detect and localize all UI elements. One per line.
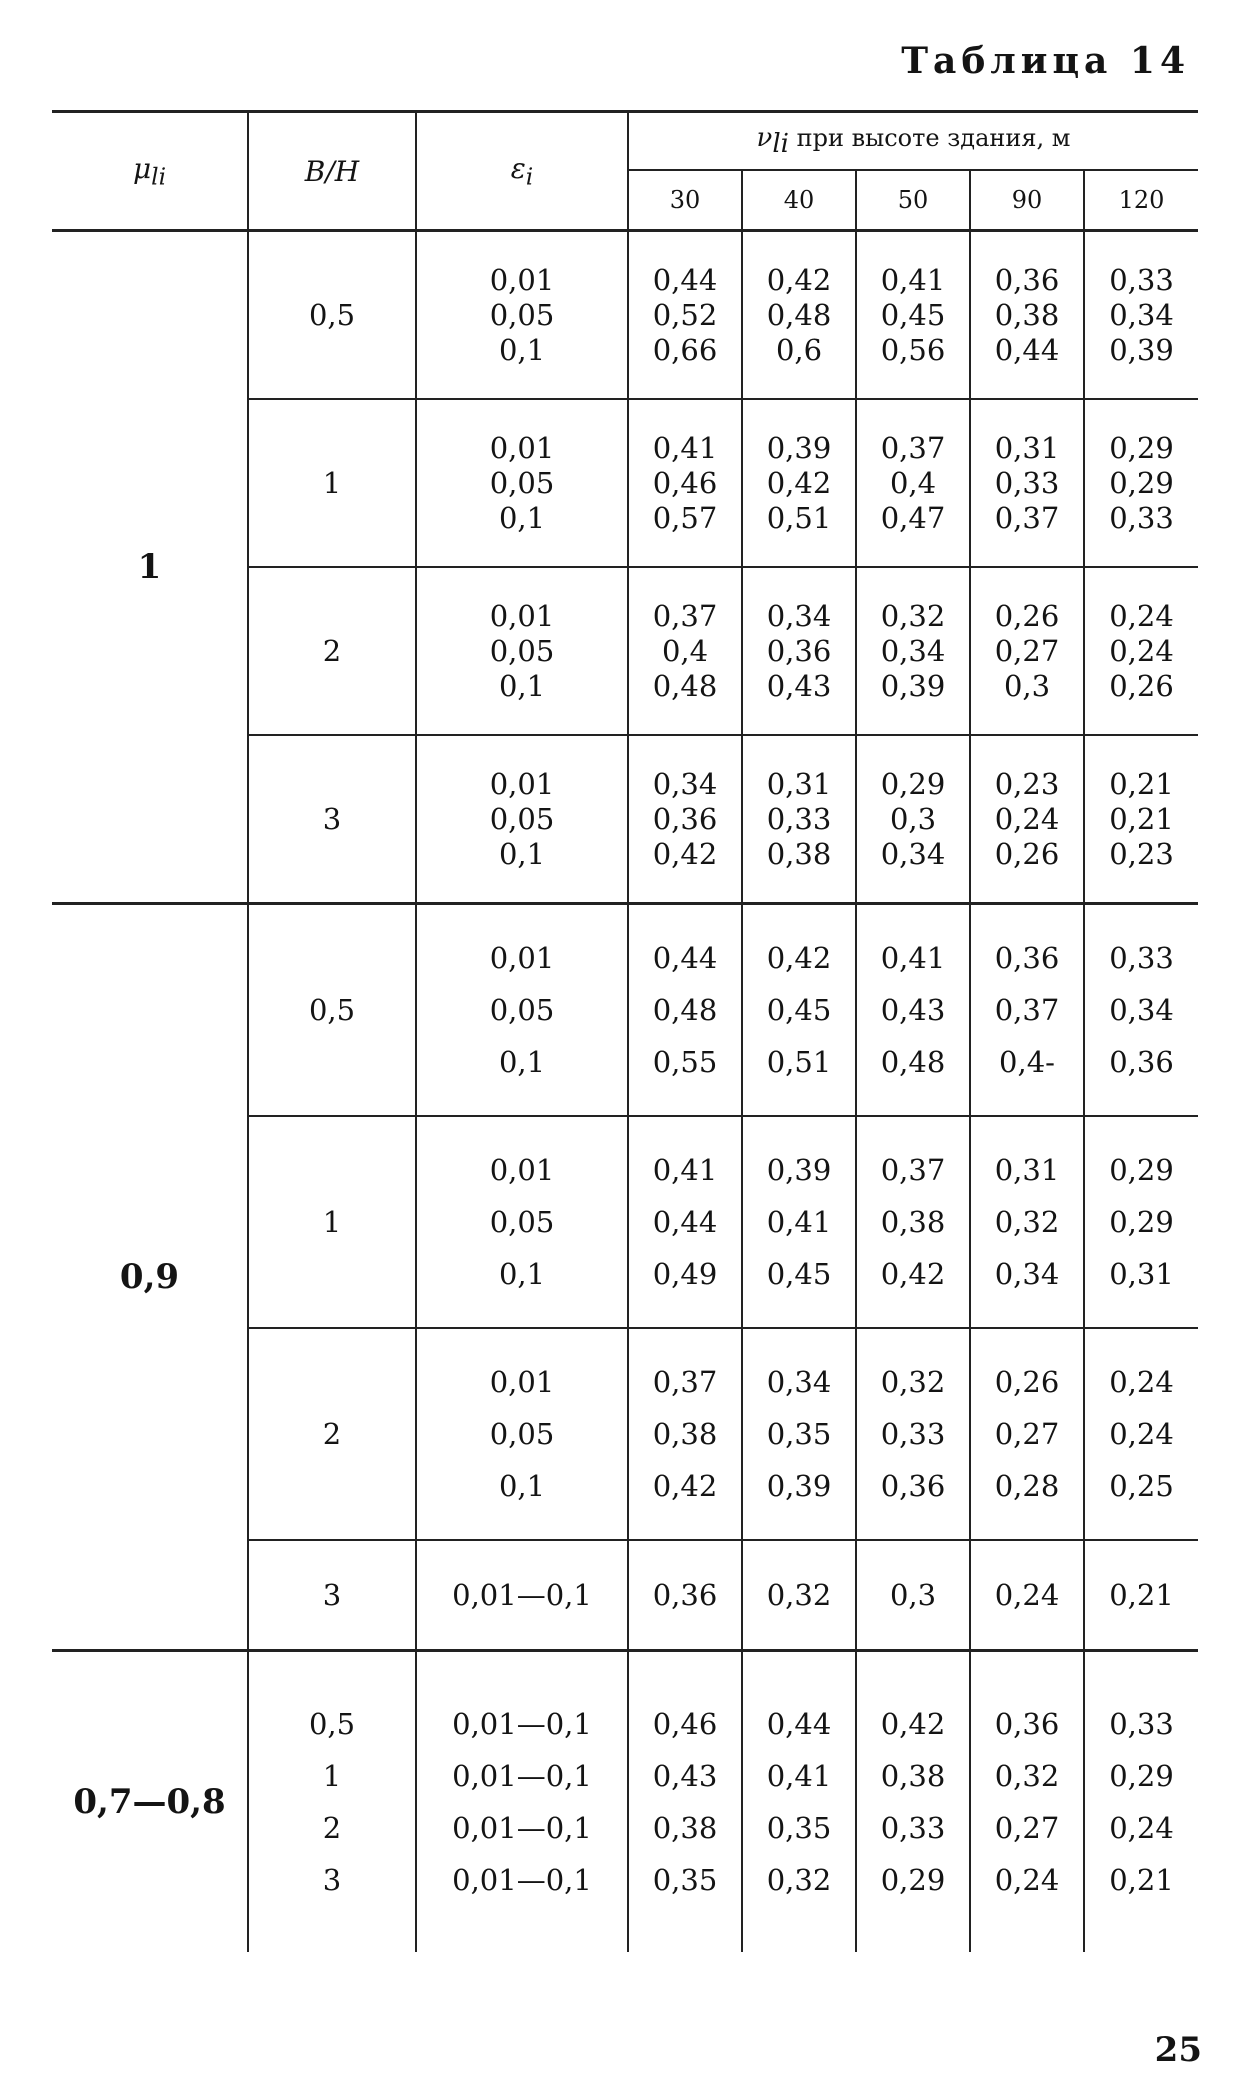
- cell-value: 0,34: [880, 836, 946, 871]
- cell-nu: [970, 1651, 1084, 1953]
- cell-value: 0,01: [489, 1365, 555, 1399]
- cell-value: 0,36: [880, 1469, 946, 1503]
- cell-eps: [416, 399, 628, 567]
- cell-value: 0,49: [652, 1257, 718, 1291]
- cell-value: 0,24: [1109, 1365, 1174, 1399]
- cell-value: 0,34: [766, 598, 832, 633]
- cell-value: 0,46: [652, 465, 718, 500]
- table-body: [52, 231, 1198, 1953]
- cell-value: 0,42: [766, 941, 832, 975]
- cell-mu: 1: [52, 231, 248, 904]
- cell-value: 0,34: [766, 1365, 832, 1399]
- cell-eps: [416, 1116, 628, 1328]
- header-height: 120: [1084, 170, 1198, 231]
- cell-value: 0,34: [994, 1257, 1060, 1291]
- cell-value: 0,36: [994, 941, 1060, 975]
- cell-value: 2: [322, 1417, 342, 1451]
- cell-value: 0,3: [1003, 668, 1051, 703]
- cell-nu: [1084, 1116, 1198, 1328]
- cell-value: 0,29: [1109, 430, 1174, 465]
- cell-value: 0,24: [1109, 1417, 1174, 1451]
- cell-value: 0,26: [994, 836, 1060, 871]
- cell-value: 0,05: [489, 297, 555, 332]
- cell-nu: [970, 567, 1084, 735]
- cell-value: 0,46: [652, 1707, 718, 1741]
- cell-value: 0,32: [766, 1863, 832, 1897]
- cell-nu: [970, 904, 1084, 1117]
- cell-value: 0,26: [994, 598, 1060, 633]
- cell-value: 0,56: [880, 332, 946, 367]
- cell-value: 2: [322, 1811, 342, 1845]
- cell-value: 0,41: [880, 941, 946, 975]
- cell-value: 0,42: [766, 262, 832, 297]
- cell-value: 3: [322, 1863, 342, 1897]
- cell-value: 0,4-: [999, 1045, 1055, 1079]
- cell-value: 0,42: [652, 836, 718, 871]
- cell-mu: 0,7—0,8: [52, 1651, 248, 1953]
- cell-value: 0,33: [1109, 500, 1174, 535]
- cell-nu: [856, 231, 970, 400]
- cell-value: 0,01—0,1: [452, 1707, 592, 1741]
- data-table: [52, 110, 1198, 1952]
- cell-value: 0,39: [766, 1153, 832, 1187]
- cell-value: 0,24: [1109, 598, 1174, 633]
- cell-value: 0,4: [661, 633, 709, 668]
- cell-value: 0,24: [994, 801, 1060, 836]
- cell-nu: [1084, 735, 1198, 904]
- cell-nu: [742, 399, 856, 567]
- cell-nu: [628, 1328, 742, 1540]
- cell-nu: [970, 735, 1084, 904]
- cell-nu: [742, 904, 856, 1117]
- cell-value: 0,32: [994, 1759, 1060, 1793]
- cell-nu: [628, 1651, 742, 1953]
- cell-value: 0,31: [1109, 1257, 1174, 1291]
- cell-value: 0,39: [766, 1469, 832, 1503]
- cell-value: 0,44: [766, 1707, 832, 1741]
- cell-value: 0,27: [994, 1811, 1060, 1845]
- cell-eps: [416, 904, 628, 1117]
- cell-nu: [1084, 1540, 1198, 1651]
- cell-value: 0,29: [1109, 465, 1174, 500]
- cell-value: 0,38: [880, 1759, 946, 1793]
- cell-value: 0,27: [994, 1417, 1060, 1451]
- cell-nu: [1084, 904, 1198, 1117]
- cell-value: 0,37: [880, 430, 946, 465]
- cell-value: 0,34: [880, 633, 946, 668]
- cell-value: 0,36: [994, 1707, 1060, 1741]
- cell-nu: [856, 1540, 970, 1651]
- cell-value: 1: [322, 1759, 342, 1793]
- cell-value: 0,3: [889, 801, 937, 836]
- header-nu-title: $\nu_{li}$ при высоте здания, м: [628, 112, 1198, 171]
- cell-value: 0,31: [994, 430, 1060, 465]
- cell-value: 0,37: [652, 598, 718, 633]
- cell-value: 0,57: [652, 500, 718, 535]
- cell-value: 0,43: [652, 1759, 718, 1793]
- cell-bh: [248, 904, 416, 1117]
- cell-value: 0,01—0,1: [452, 1578, 592, 1612]
- cell-nu: [856, 567, 970, 735]
- cell-value: 0,34: [1109, 993, 1174, 1027]
- cell-bh: [248, 1116, 416, 1328]
- header-height: 30: [628, 170, 742, 231]
- header-mu: $\mu_{li}$: [52, 112, 248, 231]
- cell-value: 0,43: [766, 668, 832, 703]
- cell-value: 0,38: [652, 1417, 718, 1451]
- cell-value: 0,45: [880, 297, 946, 332]
- cell-value: 0,05: [489, 465, 555, 500]
- cell-nu: [742, 1116, 856, 1328]
- cell-value: 0,33: [880, 1811, 946, 1845]
- cell-value: 0,1: [498, 836, 546, 871]
- cell-value: 1: [322, 1205, 342, 1239]
- header-height: 50: [856, 170, 970, 231]
- cell-nu: [1084, 567, 1198, 735]
- cell-value: 1: [322, 465, 342, 500]
- cell-nu: [742, 1328, 856, 1540]
- cell-value: 0,01—0,1: [452, 1759, 592, 1793]
- cell-value: 0,45: [766, 1257, 832, 1291]
- cell-value: 0,34: [652, 766, 718, 801]
- cell-nu: [1084, 1651, 1198, 1953]
- cell-value: 0,42: [652, 1469, 718, 1503]
- cell-value: 0,37: [880, 1153, 946, 1187]
- cell-value: 0,24: [994, 1578, 1060, 1612]
- cell-value: 0,37: [652, 1365, 718, 1399]
- cell-nu: [742, 567, 856, 735]
- cell-value: 0,43: [880, 993, 946, 1027]
- cell-value: 0,41: [766, 1759, 832, 1793]
- cell-value: 0,42: [880, 1707, 946, 1741]
- cell-nu: [742, 231, 856, 400]
- cell-nu: [628, 399, 742, 567]
- cell-value: 0,05: [489, 633, 555, 668]
- cell-value: 0,36: [994, 262, 1060, 297]
- cell-value: 0,3: [889, 1578, 937, 1612]
- cell-value: 0,24: [994, 1863, 1060, 1897]
- cell-value: 0,36: [1109, 1045, 1174, 1079]
- cell-nu: [742, 1540, 856, 1651]
- cell-nu: [1084, 399, 1198, 567]
- cell-value: 0,01—0,1: [452, 1863, 592, 1897]
- cell-value: 0,23: [994, 766, 1060, 801]
- cell-value: 0,51: [766, 500, 832, 535]
- cell-value: 0,26: [1109, 668, 1174, 703]
- cell-value: 0,31: [766, 766, 832, 801]
- table-caption: Таблица 14: [901, 40, 1190, 82]
- cell-eps: [416, 231, 628, 400]
- cell-value: 0,51: [766, 1045, 832, 1079]
- cell-value: 0,29: [880, 766, 946, 801]
- cell-value: 0,01: [489, 598, 555, 633]
- cell-value: 0,33: [1109, 1707, 1174, 1741]
- cell-value: 0,32: [994, 1205, 1060, 1239]
- cell-value: 0,33: [1109, 941, 1174, 975]
- header-bh: B/H: [248, 112, 416, 231]
- cell-nu: [970, 1116, 1084, 1328]
- cell-value: 0,48: [880, 1045, 946, 1079]
- cell-eps: [416, 1540, 628, 1651]
- cell-value: 0,48: [652, 993, 718, 1027]
- cell-value: 0,4: [889, 465, 937, 500]
- cell-nu: [856, 1651, 970, 1953]
- cell-value: 0,29: [1109, 1759, 1174, 1793]
- cell-value: 0,36: [766, 633, 832, 668]
- cell-value: 0,05: [489, 1205, 555, 1239]
- page-number: 25: [1154, 2030, 1202, 2070]
- cell-value: 0,35: [766, 1811, 832, 1845]
- header-height: 90: [970, 170, 1084, 231]
- cell-value: 0,33: [994, 465, 1060, 500]
- cell-value: 0,01: [489, 430, 555, 465]
- cell-value: 0,32: [766, 1578, 832, 1612]
- header-eps: $\varepsilon_i$: [416, 112, 628, 231]
- cell-value: 0,41: [652, 1153, 718, 1187]
- table-row: [52, 1651, 1198, 1953]
- cell-bh: [248, 231, 416, 400]
- cell-nu: [970, 399, 1084, 567]
- cell-nu: [856, 1116, 970, 1328]
- cell-eps: [416, 1328, 628, 1540]
- cell-value: 0,01: [489, 262, 555, 297]
- cell-value: 0,37: [994, 500, 1060, 535]
- cell-nu: [628, 231, 742, 400]
- cell-value: 0,47: [880, 500, 946, 535]
- cell-value: 0,23: [1109, 836, 1174, 871]
- cell-eps: [416, 1651, 628, 1953]
- cell-value: 0,33: [880, 1417, 946, 1451]
- cell-value: 0,33: [1109, 262, 1174, 297]
- cell-nu: [970, 1540, 1084, 1651]
- cell-bh: [248, 1651, 416, 1953]
- cell-value: 0,44: [994, 332, 1060, 367]
- cell-nu: [856, 735, 970, 904]
- table-row: [52, 231, 1198, 400]
- cell-value: 0,21: [1109, 1863, 1174, 1897]
- cell-value: 0,01: [489, 766, 555, 801]
- cell-bh: [248, 1328, 416, 1540]
- cell-value: 0,01—0,1: [452, 1811, 592, 1845]
- cell-value: 0,5: [308, 993, 356, 1027]
- cell-bh: [248, 735, 416, 904]
- cell-value: 0,21: [1109, 766, 1174, 801]
- cell-value: 0,52: [652, 297, 718, 332]
- cell-value: 0,35: [766, 1417, 832, 1451]
- cell-value: 0,39: [1109, 332, 1174, 367]
- cell-value: 0,37: [994, 993, 1060, 1027]
- cell-value: 0,01: [489, 941, 555, 975]
- cell-value: 0,6: [775, 332, 823, 367]
- table-row: [52, 904, 1198, 1117]
- cell-value: 0,41: [652, 430, 718, 465]
- cell-nu: [628, 735, 742, 904]
- cell-value: 0,35: [652, 1863, 718, 1897]
- cell-eps: [416, 567, 628, 735]
- cell-nu: [1084, 1328, 1198, 1540]
- cell-value: 0,36: [652, 801, 718, 836]
- cell-value: 0,05: [489, 1417, 555, 1451]
- cell-nu: [628, 1540, 742, 1651]
- cell-value: 0,32: [880, 1365, 946, 1399]
- cell-value: 2: [322, 633, 342, 668]
- cell-bh: [248, 1540, 416, 1651]
- cell-value: 0,48: [766, 297, 832, 332]
- cell-value: 0,24: [1109, 633, 1174, 668]
- cell-value: 3: [322, 1578, 342, 1612]
- cell-value: 0,48: [652, 668, 718, 703]
- cell-nu: [856, 399, 970, 567]
- cell-nu: [742, 735, 856, 904]
- cell-value: 0,1: [498, 500, 546, 535]
- header-height: 40: [742, 170, 856, 231]
- cell-value: 0,38: [766, 836, 832, 871]
- cell-nu: [856, 904, 970, 1117]
- cell-value: 3: [322, 801, 342, 836]
- cell-value: 0,42: [880, 1257, 946, 1291]
- cell-value: 0,38: [652, 1811, 718, 1845]
- cell-value: 0,26: [994, 1365, 1060, 1399]
- cell-value: 0,38: [994, 297, 1060, 332]
- cell-value: 0,34: [1109, 297, 1174, 332]
- cell-value: 0,01: [489, 1153, 555, 1187]
- cell-value: 0,29: [1109, 1205, 1174, 1239]
- cell-value: 0,28: [994, 1469, 1060, 1503]
- cell-nu: [628, 1116, 742, 1328]
- cell-value: 0,39: [880, 668, 946, 703]
- cell-value: 0,33: [766, 801, 832, 836]
- cell-nu: [742, 1651, 856, 1953]
- cell-nu: [1084, 231, 1198, 400]
- cell-value: 0,55: [652, 1045, 718, 1079]
- cell-value: 0,05: [489, 993, 555, 1027]
- cell-value: 0,1: [498, 1469, 546, 1503]
- cell-bh: [248, 567, 416, 735]
- cell-nu: [628, 904, 742, 1117]
- cell-nu: [856, 1328, 970, 1540]
- cell-value: 0,44: [652, 941, 718, 975]
- cell-value: 0,29: [1109, 1153, 1174, 1187]
- cell-value: 0,66: [652, 332, 718, 367]
- cell-value: 0,36: [652, 1578, 718, 1612]
- cell-nu: [628, 567, 742, 735]
- cell-value: 0,29: [880, 1863, 946, 1897]
- cell-value: 0,24: [1109, 1811, 1174, 1845]
- cell-value: 0,1: [498, 1257, 546, 1291]
- cell-value: 0,32: [880, 598, 946, 633]
- cell-bh: [248, 399, 416, 567]
- cell-eps: [416, 735, 628, 904]
- cell-mu: 0,9: [52, 904, 248, 1651]
- cell-value: 0,1: [498, 1045, 546, 1079]
- cell-value: 0,05: [489, 801, 555, 836]
- cell-value: 0,44: [652, 262, 718, 297]
- cell-value: 0,45: [766, 993, 832, 1027]
- cell-value: 0,41: [880, 262, 946, 297]
- cell-value: 0,44: [652, 1205, 718, 1239]
- cell-value: 0,1: [498, 332, 546, 367]
- cell-nu: [970, 1328, 1084, 1540]
- cell-nu: [970, 231, 1084, 400]
- cell-value: 0,1: [498, 668, 546, 703]
- cell-value: 0,38: [880, 1205, 946, 1239]
- cell-value: 0,41: [766, 1205, 832, 1239]
- cell-value: 0,27: [994, 633, 1060, 668]
- cell-value: 0,21: [1109, 801, 1174, 836]
- cell-value: 0,39: [766, 430, 832, 465]
- cell-value: 0,25: [1109, 1469, 1174, 1503]
- cell-value: 0,5: [308, 1707, 356, 1741]
- cell-value: 0,31: [994, 1153, 1060, 1187]
- cell-value: 0,42: [766, 465, 832, 500]
- cell-value: 0,5: [308, 297, 356, 332]
- cell-value: 0,21: [1109, 1578, 1174, 1612]
